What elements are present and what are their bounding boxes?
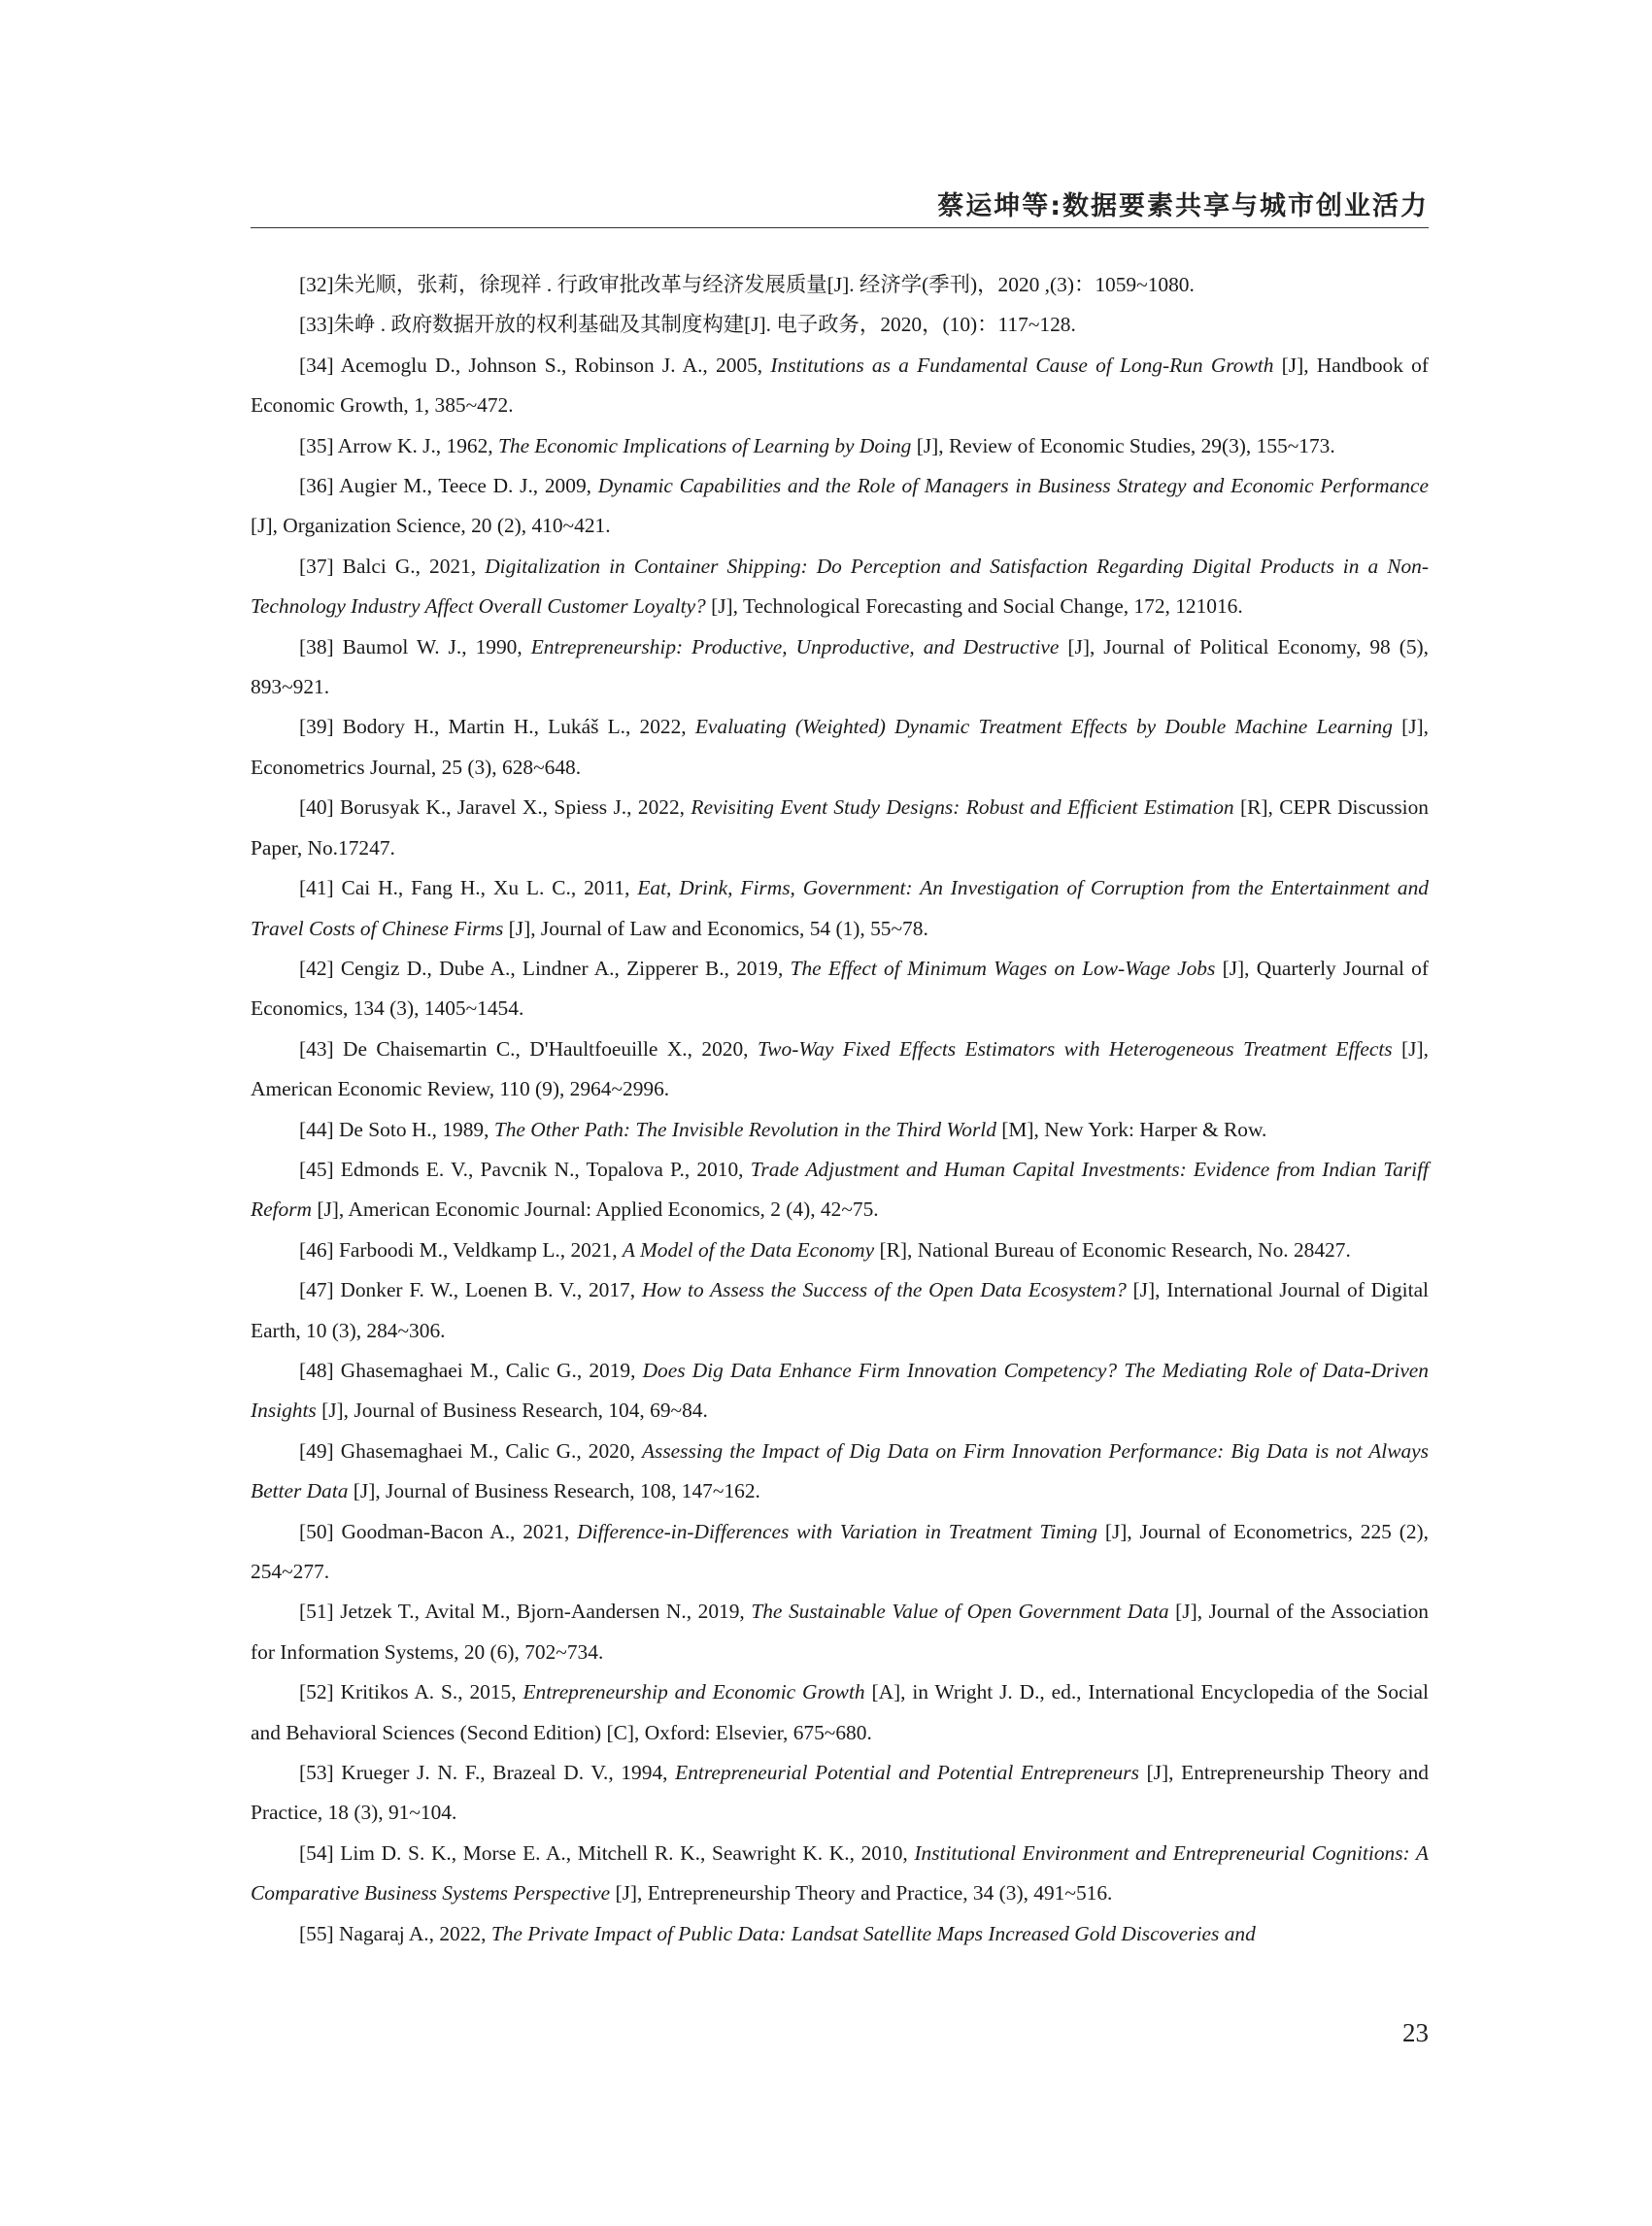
reference-title: Entrepreneurial Potential and Potential Entrepreneurs	[675, 1761, 1139, 1785]
reference-title: The Economic Implications of Learning by Doing	[497, 433, 912, 457]
reference-title: Difference-in-Differences with Variation in Treatment Timing	[577, 1519, 1097, 1543]
reference-authors: Goodman-Bacon A., 2021,	[333, 1519, 578, 1543]
page-number: 23	[1402, 2018, 1429, 2047]
reference-source: [A], in Wright J. D., ed., International Encyclopedia of the Social and Behavioral Sciences (Second Edition) [C], Oxford: Elsevier, 675~680.	[251, 1680, 1429, 1744]
reference-title: Dynamic Capabilities and the Role of Managers in Business Strategy and Economic Performance	[597, 474, 1429, 498]
reference-34	[251, 346, 1429, 426]
reference-number: [33]	[299, 313, 334, 337]
reference-authors: Krueger J. N. F., Brazeal D. V., 1994,	[333, 1761, 676, 1785]
reference-source: [J], Review of Economic Studies, 29(3), 155~173.	[911, 433, 1335, 457]
reference-number: [35]	[299, 433, 334, 457]
reference-51	[251, 1592, 1429, 1672]
reference-33	[251, 305, 1429, 345]
reference-title: Revisiting Event Study Designs: Robust and Efficient Estimation	[691, 795, 1234, 820]
reference-authors: Cai H., Fang H., Xu L. C., 2011,	[333, 876, 638, 900]
reference-number: [32]	[299, 273, 334, 296]
reference-36	[251, 466, 1429, 547]
reference-source: [J], Journal of Political Economy, 98 (5), 893~921.	[251, 634, 1429, 699]
reference-number: [41]	[299, 876, 334, 900]
reference-source: [J], Entrepreneurship Theory and Practice, 18 (3), 91~104.	[251, 1761, 1429, 1825]
reference-source: [J], Quarterly Journal of Economics, 134 (3), 1405~1454.	[251, 956, 1429, 1021]
reference-number: [43]	[299, 1036, 334, 1061]
reference-title: Two-Way Fixed Effects Estimators with Heterogeneous Treatment Effects	[757, 1036, 1393, 1061]
reference-authors: De Soto H., 1989,	[333, 1117, 494, 1141]
reference-48	[251, 1351, 1429, 1432]
reference-number: [50]	[299, 1519, 334, 1543]
reference-41	[251, 868, 1429, 949]
reference-source: [J], Handbook of Economic Growth, 1, 385~472.	[251, 353, 1429, 418]
reference-number: [38]	[299, 634, 334, 658]
reference-source: [R], National Bureau of Economic Research, No. 28427.	[874, 1237, 1351, 1262]
reference-39	[251, 707, 1429, 788]
reference-number: [40]	[299, 795, 334, 820]
reference-authors: Jetzek T., Avital M., Bjorn-Aandersen N., 2019,	[333, 1600, 752, 1624]
reference-49	[251, 1432, 1429, 1512]
reference-number: [51]	[299, 1600, 334, 1624]
reference-title: Institutional Environment and Entrepreneurial Cognitions: A Comparative Business Systems Perspective	[251, 1840, 1429, 1906]
reference-52	[251, 1672, 1429, 1753]
reference-authors: Ghasemaghaei M., Calic G., 2020,	[333, 1438, 642, 1463]
reference-54	[251, 1834, 1429, 1914]
reference-list	[251, 265, 1429, 1954]
reference-authors: Edmonds E. V., Pavcnik N., Topalova P., 2010,	[333, 1157, 751, 1181]
reference-authors: Baumol W. J., 1990,	[333, 634, 531, 658]
reference-32	[251, 265, 1429, 305]
reference-42	[251, 949, 1429, 1029]
running-head: 蔡运坤等:数据要素共享与城市创业活力	[251, 185, 1429, 228]
reference-source: [J], Organization Science, 20 (2), 410~421.	[251, 514, 611, 538]
reference-number: [34]	[299, 353, 334, 377]
reference-source: [J], Journal of Econometrics, 225 (2), 254~277.	[251, 1519, 1429, 1583]
reference-43	[251, 1029, 1429, 1110]
reference-authors: Lim D. S. K., Morse E. A., Mitchell R. K., Seawright K. K., 2010,	[333, 1840, 915, 1865]
reference-title: The Private Impact of Public Data: Landsat Satellite Maps Increased Gold Discoveries and	[490, 1921, 1256, 1945]
reference-source: [J], American Economic Review, 110 (9), 2964~2996.	[251, 1036, 1429, 1101]
reference-number: [45]	[299, 1157, 334, 1181]
reference-source: [J], Journal of Law and Economics, 54 (1), 55~78.	[503, 916, 928, 940]
reference-number: [49]	[299, 1438, 334, 1463]
reference-source: [J], Econometrics Journal, 25 (3), 628~648.	[251, 715, 1430, 779]
reference-authors: Farboodi M., Veldkamp L., 2021,	[333, 1237, 623, 1262]
reference-authors: Acemoglu D., Johnson S., Robinson J. A., 2005,	[333, 353, 771, 377]
reference-text: 朱峥 . 政府数据开放的权利基础及其制度构建[J]. 电子政务，2020，(10)：117~128.	[333, 313, 1076, 337]
reference-number: [36]	[299, 474, 334, 498]
reference-38	[251, 627, 1429, 708]
reference-title: How to Assess the Success of the Open Data Ecosystem?	[641, 1278, 1127, 1302]
reference-number: [42]	[299, 956, 334, 980]
reference-title: The Other Path: The Invisible Revolution in the Third World	[493, 1117, 996, 1141]
reference-46	[251, 1231, 1429, 1270]
reference-authors: Ghasemaghaei M., Calic G., 2019,	[333, 1358, 643, 1382]
reference-authors: Cengiz D., Dube A., Lindner A., Zipperer B., 2019,	[333, 956, 791, 980]
reference-title: Does Dig Data Enhance Firm Innovation Competency? The Mediating Role of Data-Driven Insights	[251, 1358, 1429, 1423]
reference-source: [J], American Economic Journal: Applied Economics, 2 (4), 42~75.	[311, 1197, 879, 1222]
reference-authors: Kritikos A. S., 2015,	[333, 1680, 523, 1704]
reference-40	[251, 788, 1429, 868]
reference-title: The Effect of Minimum Wages on Low-Wage Jobs	[790, 956, 1216, 980]
reference-title: Entrepreneurship: Productive, Unproductive, and Destructive	[530, 634, 1060, 658]
reference-title: The Sustainable Value of Open Government Data	[751, 1600, 1169, 1624]
reference-35	[251, 426, 1429, 466]
reference-source: [J], International Journal of Digital Earth, 10 (3), 284~306.	[251, 1278, 1429, 1342]
reference-text: 朱光顺，张莉，徐现祥 . 行政审批改革与经济发展质量[J]. 经济学(季刊)，2020 ,(3)：1059~1080.	[333, 273, 1195, 296]
reference-title: Evaluating (Weighted) Dynamic Treatment Effects by Double Machine Learning	[694, 715, 1393, 739]
reference-title: A Model of the Data Economy	[622, 1237, 875, 1262]
reference-title: Institutions as a Fundamental Cause of Long-Run Growth	[770, 353, 1274, 377]
reference-source: [J], Journal of the Association for Information Systems, 20 (6), 702~734.	[251, 1600, 1429, 1664]
reference-number: [54]	[299, 1840, 334, 1865]
reference-number: [48]	[299, 1358, 334, 1382]
reference-source: [R], CEPR Discussion Paper, No.17247.	[251, 795, 1429, 860]
reference-authors: Arrow K. J., 1962,	[333, 433, 498, 457]
reference-source: [M], New York: Harper & Row.	[995, 1117, 1267, 1141]
reference-authors: Augier M., Teece D. J., 2009,	[333, 474, 598, 498]
reference-37	[251, 547, 1429, 627]
reference-title: Assessing the Impact of Dig Data on Firm Innovation Performance: Big Data is not Always Better Data	[251, 1438, 1429, 1503]
reference-number: [44]	[299, 1117, 334, 1141]
reference-authors: Bodory H., Martin H., Lukáš L., 2022,	[333, 715, 695, 739]
reference-number: [46]	[299, 1237, 334, 1262]
reference-47	[251, 1270, 1429, 1351]
reference-number: [52]	[299, 1680, 334, 1704]
reference-authors: Borusyak K., Jaravel X., Spiess J., 2022,	[333, 795, 691, 820]
reference-source: [J], Entrepreneurship Theory and Practice, 34 (3), 491~516.	[610, 1881, 1113, 1906]
reference-title: Entrepreneurship and Economic Growth	[523, 1680, 865, 1704]
reference-source: [J], Journal of Business Research, 104, 69~84.	[316, 1399, 708, 1423]
reference-title: Eat, Drink, Firms, Government: An Investigation of Corruption from the Entertainment and Travel Costs of Chinese Firms	[251, 876, 1429, 940]
reference-50	[251, 1512, 1429, 1593]
reference-authors: Donker F. W., Loenen B. V., 2017,	[333, 1278, 642, 1302]
reference-53	[251, 1753, 1429, 1834]
reference-number: [37]	[299, 554, 334, 578]
reference-number: [53]	[299, 1761, 334, 1785]
reference-55	[251, 1914, 1429, 1954]
reference-authors: Balci G., 2021,	[333, 554, 486, 578]
reference-source: [J], Journal of Business Research, 108, 147~162.	[348, 1479, 760, 1503]
reference-number: [55]	[299, 1921, 334, 1945]
reference-title: Digitalization in Container Shipping: Do Perception and Satisfaction Regarding Digital Products in a Non-Technology Industry Affect Overall Customer Loyalty?	[251, 554, 1429, 619]
reference-number: [39]	[299, 715, 334, 739]
reference-authors: Nagaraj A., 2022,	[333, 1921, 491, 1945]
reference-45	[251, 1150, 1429, 1231]
reference-source: [J], Technological Forecasting and Social Change, 172, 121016.	[705, 594, 1243, 619]
reference-authors: De Chaisemartin C., D'Haultfoeuille X., 2020,	[333, 1036, 758, 1061]
reference-number: [47]	[299, 1278, 334, 1302]
reference-title: Trade Adjustment and Human Capital Investments: Evidence from Indian Tariff Reform	[251, 1157, 1429, 1222]
reference-44	[251, 1110, 1429, 1150]
